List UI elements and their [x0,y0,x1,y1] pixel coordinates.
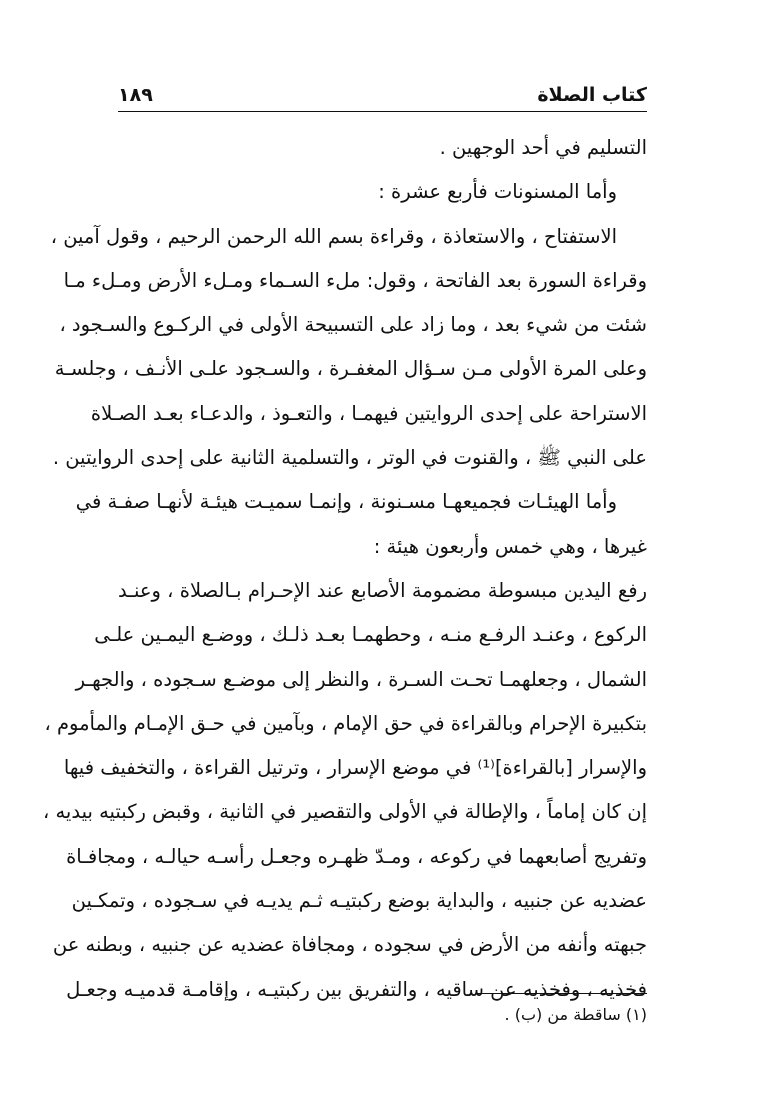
text-line: والإسرار [بالقراءة]⁽¹⁾ في موضع الإسرار ، وترتيل القراءة ، والتخفيف فيها [63,756,647,780]
text-line: الاستفتاح ، والاستعاذة ، وقراءة بسم الله الرحمن الرحيم ، وقول آمين ، [50,224,617,248]
text-line: عضديه عن جنبيه ، والبداية بوضع ركبتيـه ثـم يديـه في سـجوده ، وتمكـين [71,889,647,913]
text-line: وقراءة السورة بعد الفاتحة ، وقول: ملء السـماء ومـلء الأرض ومـلء مـا [63,268,647,292]
main-text [42,126,647,1012]
text-line: شئت من شيء بعد ، وما زاد على التسبيحة الأولى في الركـوع والسـجود ، [59,313,647,337]
book-title: كتاب الصلاة [537,84,647,106]
text-line: وتفريج أصابعهما في ركوعه ، ومـدّ ظهـره وجعـل رأسـه حيالـه ، ومجافـاة [66,844,647,868]
text-line: على النبي ﷺ ، والقنوت في الوتر ، والتسلمية الثانية على إحدى الروايتين . [52,446,647,470]
header-divider [118,111,647,112]
text-line: فخذيه ، وفخذيه عن ساقيه ، والتفريق بين ركبتيـه ، وإقامـة قدميـه وجعـل [66,977,647,1001]
page-header [118,70,647,106]
text-line: وعلى المرة الأولى مـن سـؤال المغفـرة ، والسـجود علـى الأنـف ، وجلسـة [54,357,647,381]
text-line: رفع اليدين مبسوطة مضمومة الأصابع عند الإحـرام بـالصلاة ، وعنـد [118,578,647,602]
text-line: غيرها ، وهي خمس وأربعون هيئة : [373,534,647,558]
text-line: الركوع ، وعنـد الرفـع منـه ، وحطهمـا بعـد ذلـك ، ووضـع اليمـين علـى [94,623,647,647]
text-line: وأما الهيئـات فجميعهـا مسـنونة ، وإنمـا سميـت هيئـة لأنهـا صفـة في [75,490,617,514]
footnote-divider [477,993,647,994]
page-number: ١٨٩ [118,84,153,106]
footnote: (١) ساقطة من (ب) . [504,1005,647,1024]
text-line: جبهته وأنفه من الأرض في سجوده ، ومجافاة عضديه عن جنبيه ، وبطنه عن [52,933,647,957]
text-line: الاستراحة على إحدى الروايتين فيهمـا ، والتعـوذ ، والدعـاء بعـد الصـلاة [90,401,647,425]
text-line: بتكبيرة الإحرام وبالقراءة في حق الإمام ، وبآمين في حـق الإمـام والمأموم ، [44,711,647,735]
text-line: الشمال ، وجعلهمـا تحـت السـرة ، والنظر إلى موضـع سـجوده ، والجهـر [75,667,647,691]
text-line: وأما المسنونات فأربع عشرة : [378,180,617,204]
text-line: التسليم في أحد الوجهين . [439,136,647,159]
text-line: إن كان إماماً ، والإطالة في الأولى والتقصير في الثانية ، وقبض ركبتيه بيديه ، [42,800,647,824]
